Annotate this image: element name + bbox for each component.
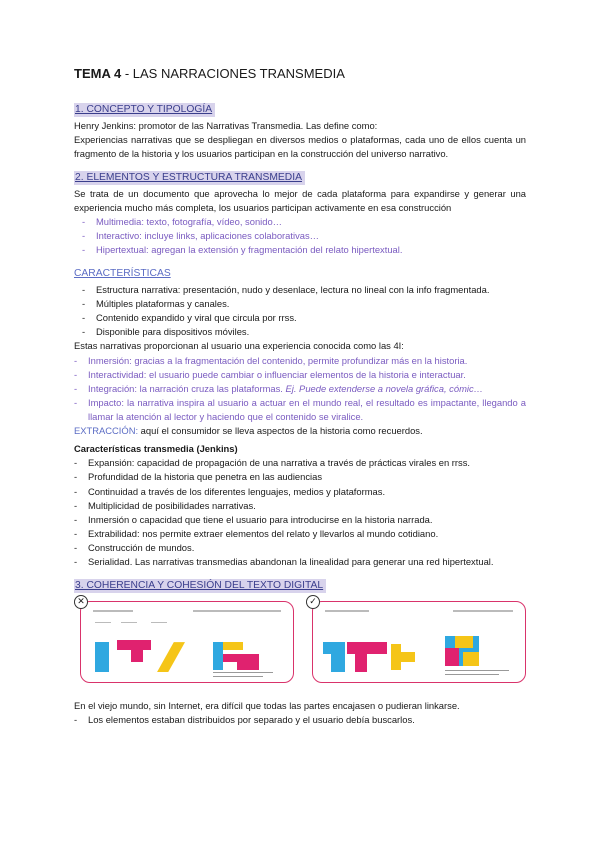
- caption-line: [93, 610, 133, 612]
- term: Inmersión:: [88, 354, 132, 366]
- list-item: - Estructura narrativa: presentación, nudo y desenlace, lectura no lineal con la info fragmentada.: [74, 283, 526, 297]
- pink-piece: [445, 648, 459, 666]
- pink-piece: [237, 662, 259, 670]
- extraccion-line: [74, 424, 526, 438]
- example-text: Ej. Puede extenderse a novela gráfica, cómic…: [285, 382, 484, 394]
- caption-line: [213, 676, 263, 677]
- term-text: la narrativa inspira al usuario a actuar en el mundo real, el resultado es impactante, llegando a llamar la atención al lector y haciendo que el contenido se viralice.: [88, 396, 526, 422]
- term-text: gracias a la fragmentación del contenido, permite profundizar más en la historia.: [131, 354, 468, 366]
- caption-line: [445, 674, 499, 675]
- list-item: - Continuidad a través de los diferentes lenguajes, medios y plataformas.: [74, 485, 526, 499]
- list-item: - Construcción de mundos.: [74, 541, 526, 555]
- section-1-definition: Experiencias narrativas que se despliegan en diversos medios o plataformas, cada uno de ellos cuenta un fragmento de la historia y los usuarios participan en la construcción del universo narrativo.: [74, 133, 526, 159]
- caption-line: [325, 610, 369, 612]
- comparison-illustration: [74, 596, 526, 689]
- jenkins-list: [74, 456, 526, 569]
- caption-line: [121, 622, 137, 623]
- list-item: [74, 215, 526, 229]
- list-item: - Profundidad de la historia que penetra en las audiencias: [74, 470, 526, 484]
- list-item: [74, 243, 526, 257]
- list-item: - Contenido expandido y viral que circula por rrss.: [74, 311, 526, 325]
- blue-piece: [213, 642, 223, 670]
- wrong-icon: ✕: [74, 595, 88, 609]
- term-text: texto, fotografía, vídeo, sonido…: [143, 216, 283, 228]
- section-3-list: [74, 713, 526, 727]
- term-text: la narración cruza las plataformas.: [137, 382, 286, 394]
- pink-piece: [347, 642, 387, 654]
- section-3-paragraph: En el viejo mundo, sin Internet, era difícil que todas las partes encajasen o pudieran linkarse.: [74, 700, 460, 712]
- yellow-piece: [391, 644, 401, 670]
- caption-line: [193, 610, 281, 612]
- term: EXTRACCIÓN:: [74, 425, 139, 437]
- list-item: - Multiplicidad de posibilidades narrativas.: [74, 499, 526, 513]
- term-text: el usuario puede cambiar o influenciar elementos de la historia e interactuar.: [146, 368, 466, 380]
- pink-piece: [355, 654, 367, 672]
- yellow-piece: [401, 652, 415, 662]
- list-item: - Los elementos estaban distribuidos por separado y el usuario debía buscarlos.: [74, 713, 526, 727]
- new-world-card: [309, 596, 526, 683]
- yellow-piece: [463, 652, 479, 666]
- term-text: agregan la extensión y fragmentación del relato hipertextual.: [148, 244, 403, 256]
- caption-line: [95, 622, 111, 623]
- pink-piece: [131, 650, 143, 662]
- term: Interactivo:: [96, 230, 142, 242]
- blue-piece: [323, 642, 345, 654]
- four-i-list: [74, 354, 526, 425]
- section-1-intro: Henry Jenkins: promotor de las Narrativas Transmedia. Las define como:: [74, 119, 378, 131]
- caption-line: [151, 622, 167, 623]
- pink-piece: [117, 640, 151, 650]
- four-i-intro: Estas narrativas proporcionan al usuario una experiencia conocida como las 4I:: [74, 340, 404, 352]
- blue-piece: [95, 642, 109, 672]
- term: Multimedia:: [96, 216, 144, 228]
- caracteristicas-list: [74, 283, 526, 339]
- term: Impacto:: [88, 396, 124, 408]
- section-3-heading: 3. COHERENCIA Y COHESIÓN DEL TEXTO DIGITAL: [74, 579, 326, 593]
- list-item: - Múltiples plataformas y canales.: [74, 297, 526, 311]
- caption-line: [453, 610, 513, 612]
- page-title: [74, 66, 526, 83]
- list-item: - Disponible para dispositivos móviles.: [74, 325, 526, 339]
- check-icon: ✓: [306, 595, 320, 609]
- section-1-heading: 1. CONCEPTO Y TIPOLOGÍA: [74, 103, 215, 117]
- title-strong: TEMA 4: [74, 66, 122, 81]
- list-item: [74, 354, 526, 368]
- term: Integración:: [88, 382, 137, 394]
- jenkins-heading: Características transmedia (Jenkins): [74, 443, 238, 455]
- term-text: aquí el consumidor se lleva aspectos de la historia como recuerdos.: [138, 425, 423, 437]
- caption-line: [213, 672, 273, 673]
- yellow-piece: [157, 642, 185, 672]
- old-world-card: [77, 596, 294, 683]
- list-item: - Expansión: capacidad de propagación de una narrativa a través de prácticas virales en rrss.: [74, 456, 526, 470]
- caracteristicas-heading: CARACTERÍSTICAS: [74, 267, 171, 279]
- yellow-piece: [455, 636, 473, 648]
- term: Hipertextual:: [96, 244, 149, 256]
- term-text: incluye links, aplicaciones colaborativas…: [141, 230, 320, 242]
- blue-piece: [331, 654, 345, 672]
- list-item: [74, 229, 526, 243]
- section-2-paragraph: Se trata de un documento que aprovecha lo mejor de cada plataforma para expandirse y generar una experiencia mucho más completa, los usuarios participan activamente en esa construcción: [74, 188, 526, 214]
- list-item: [74, 368, 526, 382]
- title-rest: - LAS NARRACIONES TRANSMEDIA: [121, 66, 345, 81]
- list-item: [74, 396, 526, 424]
- term: Interactividad:: [88, 368, 147, 380]
- list-item: - Extrabilidad: nos permite extraer elementos del relato y llevarlos al mundo cotidiano.: [74, 527, 526, 541]
- section-2-heading: 2. ELEMENTOS Y ESTRUCTURA TRANSMEDIA: [74, 171, 305, 185]
- pink-piece: [223, 654, 259, 662]
- list-item: [74, 382, 526, 396]
- section-2-list: [74, 215, 526, 257]
- yellow-piece: [223, 642, 243, 650]
- list-item: - Serialidad. Las narrativas transmedias abandonan la linealidad para generar una red hipertextual.: [74, 555, 526, 569]
- list-item: - Inmersión o capacidad que tiene el usuario para introducirse en la historia narrada.: [74, 513, 526, 527]
- caption-line: [445, 670, 509, 671]
